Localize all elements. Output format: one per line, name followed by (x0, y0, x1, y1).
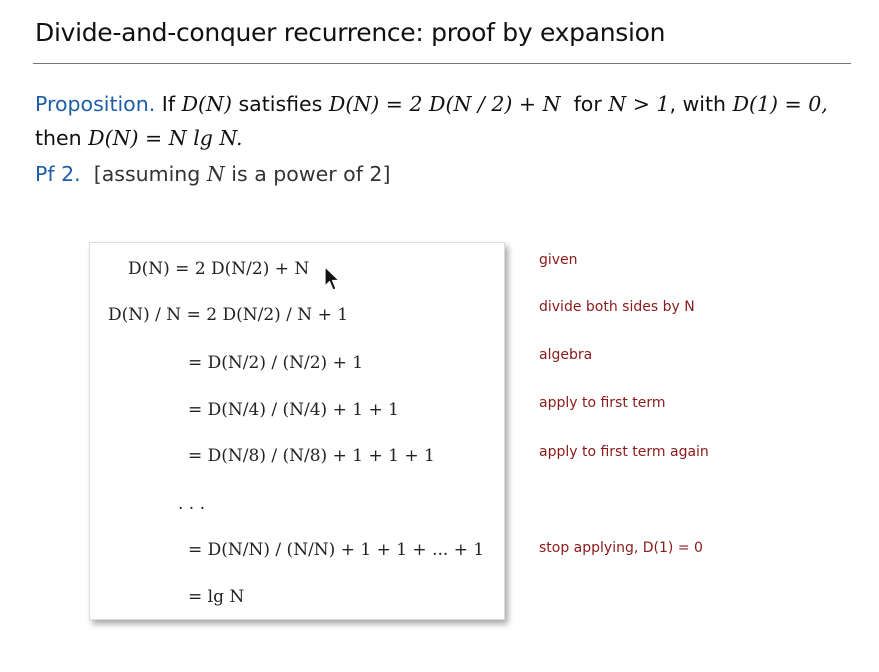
derivation-expression: = D(N/2) / (N/2) + 1 (188, 353, 364, 373)
derivation-panel (89, 242, 505, 620)
derivation-expression: = D(N/4) / (N/4) + 1 + 1 (188, 400, 399, 420)
derivation-expression: = lg N (188, 587, 245, 607)
assumption-variable: N (206, 162, 225, 186)
proposition-line (35, 92, 828, 116)
proof-line (35, 162, 390, 186)
assumption-post: is a power of 2] (231, 162, 391, 186)
slide-title: Divide-and-conquer recurrence: proof by expansion (35, 18, 666, 47)
derivation-note: apply to first term again (539, 444, 709, 460)
derivation-expression: = D(N/N) / (N/N) + 1 + 1 + ... + 1 (188, 540, 485, 560)
derivation-note: divide both sides by N (539, 299, 695, 315)
proposition-label: Proposition. (35, 92, 156, 116)
derivation-note: stop applying, D(1) = 0 (539, 540, 703, 556)
derivation-note: given (539, 252, 578, 268)
function-name: D(N) (181, 92, 232, 116)
satisfies-word: satisfies (238, 92, 323, 116)
proof-label: Pf 2. (35, 162, 81, 186)
recurrence-formula: D(N) = 2 D(N / 2) + N (328, 92, 561, 116)
derivation-ellipsis: . . . (178, 494, 206, 514)
derivation-note: algebra (539, 347, 593, 363)
derivation-note: apply to first term (539, 395, 666, 411)
conclusion-formula: D(N) = N lg N. (88, 126, 243, 150)
assumption-pre: [assuming (93, 162, 201, 186)
base-case-formula: D(1) = 0, (732, 92, 828, 116)
then-word: then (35, 126, 82, 150)
with-word: , with (669, 92, 727, 116)
derivation-expression: = D(N/8) / (N/8) + 1 + 1 + 1 (188, 446, 435, 466)
for-word: for (573, 92, 602, 116)
if-word: If (161, 92, 176, 116)
derivation-expression: D(N) / N = 2 D(N/2) / N + 1 (108, 305, 349, 325)
title-divider (33, 63, 851, 64)
derivation-expression: D(N) = 2 D(N/2) + N (128, 259, 310, 279)
condition-formula: N > 1 (608, 92, 670, 116)
conclusion-line (35, 126, 243, 150)
mouse-pointer-icon (324, 266, 342, 292)
